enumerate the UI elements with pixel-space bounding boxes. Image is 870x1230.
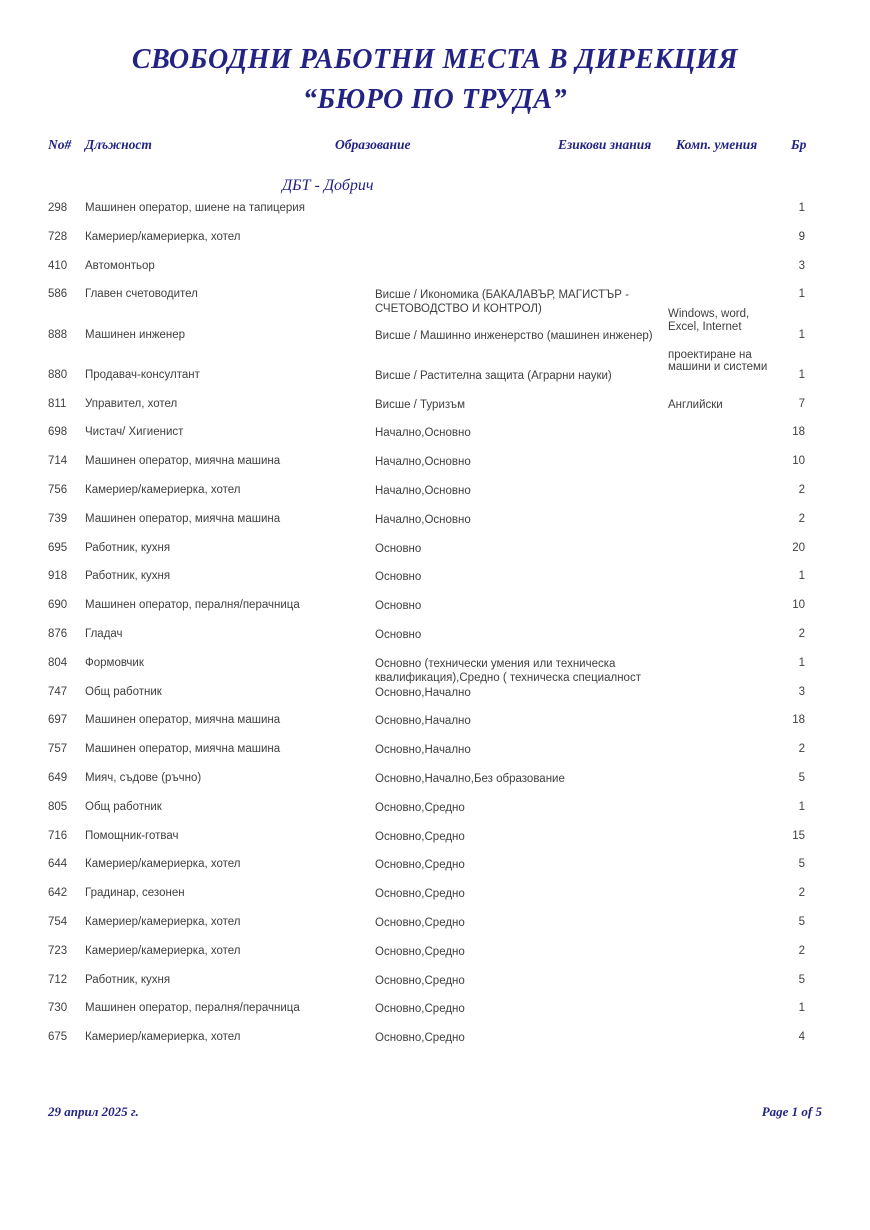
table-row bbox=[0, 369, 870, 398]
row-number-cell: 714 bbox=[48, 455, 68, 468]
count-cell: 1 bbox=[798, 800, 805, 813]
table-row bbox=[0, 202, 870, 231]
table-row bbox=[0, 628, 870, 657]
table-row bbox=[0, 945, 870, 974]
position-cell: Камериер/камериерка, хотел bbox=[85, 915, 241, 928]
position-cell: Главен счетоводител bbox=[85, 288, 198, 301]
count-cell: 2 bbox=[798, 512, 805, 525]
education-cell: Висше / Растителна защита (Аграрни науки) bbox=[375, 369, 612, 382]
education-cell: Начално,Основно bbox=[375, 456, 471, 469]
count-cell: 2 bbox=[798, 627, 805, 640]
row-number-cell: 642 bbox=[48, 887, 68, 900]
table-row bbox=[0, 830, 870, 859]
page-title bbox=[0, 40, 870, 120]
education-cell: Основно,Средно bbox=[375, 888, 465, 901]
position-cell: Машинен оператор, миячна машина bbox=[85, 743, 281, 756]
count-cell: 5 bbox=[798, 858, 805, 871]
table-row bbox=[0, 398, 870, 427]
row-number-cell: 644 bbox=[48, 858, 68, 871]
table-row bbox=[0, 686, 870, 715]
position-cell: Работник, кухня bbox=[85, 973, 171, 986]
row-number-cell: 586 bbox=[48, 288, 68, 301]
row-number-cell: 805 bbox=[48, 800, 68, 813]
education-cell: Основно bbox=[375, 628, 422, 641]
position-cell: Автомонтьор bbox=[85, 259, 155, 272]
count-cell: 7 bbox=[798, 397, 805, 410]
table-row bbox=[0, 916, 870, 945]
table-row bbox=[0, 974, 870, 1003]
position-cell: Камериер/камериерка, хотел bbox=[85, 230, 241, 243]
position-cell: Камериер/камериерка, хотел bbox=[85, 858, 241, 871]
report-date: 29 април 2025 г. bbox=[48, 1104, 139, 1119]
table-row bbox=[0, 288, 870, 333]
education-cell: Основно,Начално bbox=[375, 715, 471, 728]
position-cell: Мияч, съдове (ръчно) bbox=[85, 771, 202, 784]
position-cell: Работник, кухня bbox=[85, 541, 171, 554]
education-cell: Висше / Икономика (БАКАЛАВЪР, МАГИСТЪР - СЧЕТОВОДСТВО И КОНТРОЛ) bbox=[375, 289, 629, 316]
row-number-cell: 804 bbox=[48, 656, 68, 669]
position-cell: Работник, кухня bbox=[85, 570, 171, 583]
education-cell: Основно,Средно bbox=[375, 830, 465, 843]
table-row bbox=[0, 455, 870, 484]
count-cell: 5 bbox=[798, 771, 805, 784]
page-title-line2: “БЮРО ПО ТРУДА” bbox=[302, 84, 568, 115]
row-number-cell: 690 bbox=[48, 599, 68, 612]
count-cell: 1 bbox=[798, 328, 805, 341]
row-number-cell: 716 bbox=[48, 829, 68, 842]
vacancy-table bbox=[0, 202, 870, 1060]
table-header bbox=[0, 137, 870, 155]
row-number-cell: 756 bbox=[48, 483, 68, 496]
table-row bbox=[0, 714, 870, 743]
education-cell: Начално,Основно bbox=[375, 427, 471, 440]
education-cell: Начално,Основно bbox=[375, 513, 471, 526]
position-cell: Машинен оператор, миячна машина bbox=[85, 714, 281, 727]
row-number-cell: 675 bbox=[48, 1031, 68, 1044]
table-row bbox=[0, 231, 870, 260]
table-row bbox=[0, 772, 870, 801]
education-cell: Основно bbox=[375, 542, 422, 555]
table-row bbox=[0, 801, 870, 830]
position-cell: Продавач-консултант bbox=[85, 368, 200, 381]
count-cell: 2 bbox=[798, 887, 805, 900]
position-cell: Общ работник bbox=[85, 685, 162, 698]
count-cell: 1 bbox=[798, 656, 805, 669]
count-cell: 3 bbox=[798, 259, 805, 272]
count-cell: 5 bbox=[798, 973, 805, 986]
position-cell: Камериер/камериерка, хотел bbox=[85, 483, 241, 496]
education-cell: Висше / Машинно инженерство (машинен инженер) bbox=[375, 329, 653, 342]
computer-skills-cell: Windows, word, Excel, Internet bbox=[668, 308, 750, 333]
count-cell: 1 bbox=[798, 570, 805, 583]
column-header-no: No# bbox=[48, 137, 72, 152]
row-number-cell: 698 bbox=[48, 426, 68, 439]
education-cell: Основно,Средно bbox=[375, 974, 465, 987]
education-cell: Основно,Средно bbox=[375, 916, 465, 929]
row-number-cell: 298 bbox=[48, 202, 68, 214]
row-number-cell: 649 bbox=[48, 771, 68, 784]
education-cell: Основно,Начално bbox=[375, 744, 471, 757]
position-cell: Гладач bbox=[85, 627, 123, 640]
table-row bbox=[0, 1031, 870, 1060]
table-row bbox=[0, 743, 870, 772]
position-cell: Машинен инженер bbox=[85, 328, 186, 341]
row-number-cell: 888 bbox=[48, 328, 68, 341]
row-number-cell: 723 bbox=[48, 944, 68, 957]
position-cell: Общ работник bbox=[85, 800, 162, 813]
column-header-languages: Езикови знания bbox=[558, 137, 652, 152]
count-cell: 2 bbox=[798, 743, 805, 756]
count-cell: 18 bbox=[792, 426, 805, 439]
table-row bbox=[0, 426, 870, 455]
row-number-cell: 876 bbox=[48, 627, 68, 640]
row-number-cell: 730 bbox=[48, 1002, 68, 1015]
education-cell: Основно,Средно bbox=[375, 801, 465, 814]
count-cell: 9 bbox=[798, 230, 805, 243]
row-number-cell: 754 bbox=[48, 915, 68, 928]
table-row bbox=[0, 484, 870, 513]
education-cell: Висше / Туризъм bbox=[375, 398, 465, 411]
row-number-cell: 728 bbox=[48, 230, 68, 243]
table-row bbox=[0, 657, 870, 686]
page-number: Page 1 of 5 bbox=[761, 1104, 822, 1119]
table-row bbox=[0, 1002, 870, 1031]
languages-cell: Английски bbox=[668, 398, 723, 411]
count-cell: 1 bbox=[798, 202, 805, 214]
table-row bbox=[0, 599, 870, 628]
row-number-cell: 747 bbox=[48, 685, 68, 698]
count-cell: 4 bbox=[798, 1031, 805, 1044]
row-number-cell: 739 bbox=[48, 512, 68, 525]
position-cell: Помощник-готвач bbox=[85, 829, 179, 842]
position-cell: Машинен оператор, шиене на тапицерия bbox=[85, 202, 305, 214]
table-row bbox=[0, 570, 870, 599]
education-cell: Основно,Начално,Без образование bbox=[375, 772, 565, 785]
row-number-cell: 712 bbox=[48, 973, 68, 986]
computer-skills-cell: проектиране на машини и системи bbox=[668, 348, 768, 374]
column-header-count: Бр bbox=[791, 137, 807, 152]
position-cell: Машинен оператор, миячна машина bbox=[85, 512, 281, 525]
row-number-cell: 697 bbox=[48, 714, 68, 727]
count-cell: 1 bbox=[798, 288, 805, 301]
column-header-education: Образование bbox=[335, 137, 411, 152]
row-number-cell: 811 bbox=[48, 397, 67, 410]
education-cell: Основно (технически умения или техническа квалификация),Средно ( техническа специалност bbox=[375, 657, 641, 684]
position-cell: Машинен оператор, миячна машина bbox=[85, 455, 281, 468]
education-cell: Основно,Начално bbox=[375, 686, 471, 699]
row-number-cell: 410 bbox=[48, 259, 68, 272]
position-cell: Камериер/камериерка, хотел bbox=[85, 1031, 241, 1044]
position-cell: Чистач/ Хигиенист bbox=[85, 426, 184, 439]
education-cell: Основно bbox=[375, 571, 422, 584]
position-cell: Управител, хотел bbox=[85, 397, 178, 410]
education-cell: Основно,Средно bbox=[375, 945, 465, 958]
education-cell: Основно bbox=[375, 600, 422, 613]
row-number-cell: 695 bbox=[48, 541, 68, 554]
page-footer bbox=[48, 1104, 822, 1120]
position-cell: Градинар, сезонен bbox=[85, 887, 185, 900]
count-cell: 18 bbox=[792, 714, 805, 727]
table-row bbox=[0, 260, 870, 289]
count-cell: 10 bbox=[792, 599, 805, 612]
table-row bbox=[0, 542, 870, 571]
section-heading: ДБТ - Добрич bbox=[282, 177, 374, 194]
count-cell: 1 bbox=[798, 368, 805, 381]
row-number-cell: 918 bbox=[48, 570, 68, 583]
table-row bbox=[0, 513, 870, 542]
count-cell: 15 bbox=[792, 829, 805, 842]
table-row bbox=[0, 858, 870, 887]
position-cell: Машинен оператор, пералня/перачница bbox=[85, 1002, 300, 1015]
count-cell: 2 bbox=[798, 944, 805, 957]
table-row bbox=[0, 328, 870, 374]
count-cell: 1 bbox=[798, 1002, 805, 1015]
count-cell: 10 bbox=[792, 455, 805, 468]
count-cell: 3 bbox=[798, 685, 805, 698]
page-title-line1: СВОБОДНИ РАБОТНИ МЕСТА В ДИРЕКЦИЯ bbox=[131, 44, 739, 75]
row-number-cell: 757 bbox=[48, 743, 68, 756]
count-cell: 2 bbox=[798, 483, 805, 496]
count-cell: 5 bbox=[798, 915, 805, 928]
column-header-position: Длъжност bbox=[85, 137, 152, 152]
position-cell: Камериер/камериерка, хотел bbox=[85, 944, 241, 957]
education-cell: Основно,Средно bbox=[375, 1032, 465, 1045]
count-cell: 20 bbox=[792, 541, 805, 554]
education-cell: Основно,Средно bbox=[375, 1003, 465, 1016]
education-cell: Основно,Средно bbox=[375, 859, 465, 872]
table-row bbox=[0, 887, 870, 916]
education-cell: Начално,Основно bbox=[375, 484, 471, 497]
position-cell: Формовчик bbox=[85, 656, 144, 669]
position-cell: Машинен оператор, пералня/перачница bbox=[85, 599, 300, 612]
column-header-computer-skills: Комп. умения bbox=[676, 137, 758, 152]
row-number-cell: 880 bbox=[48, 368, 68, 381]
